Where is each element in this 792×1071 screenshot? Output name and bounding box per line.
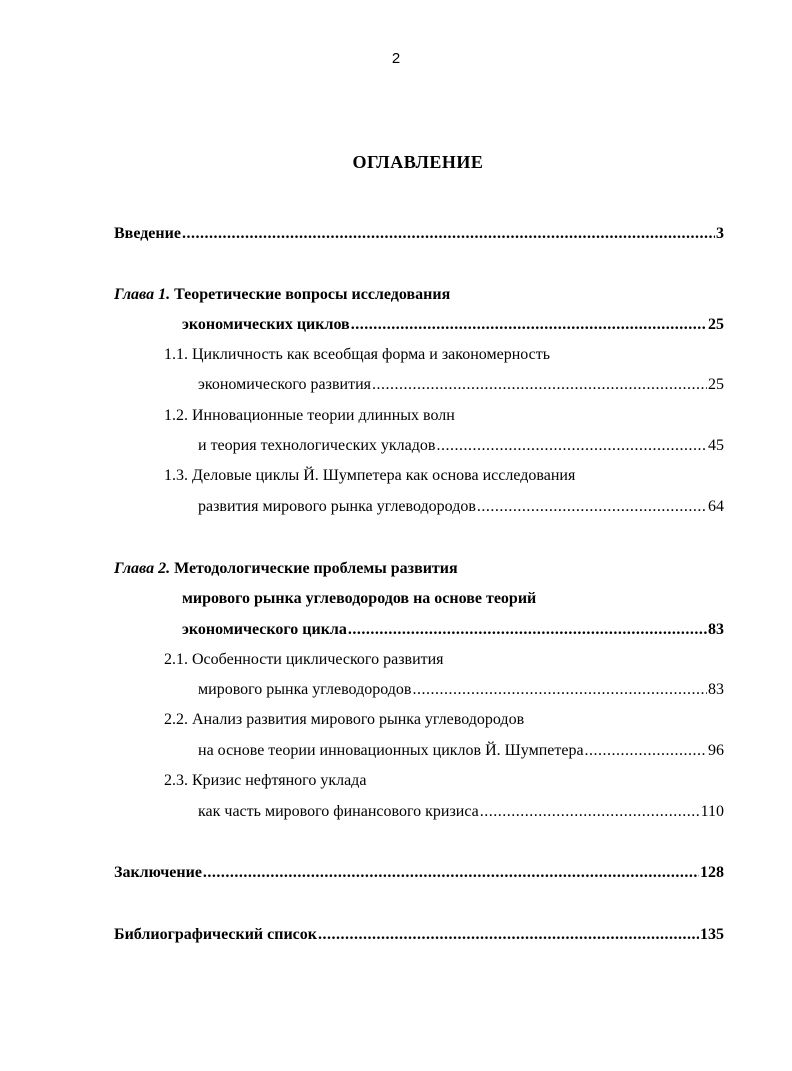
- section-2-3-line1[interactable]: 2.3. Кризис нефтяного уклада: [164, 772, 367, 789]
- toc-label: Введение: [114, 225, 181, 242]
- chapter-title: Методологические проблемы развития: [174, 560, 458, 577]
- chapter-prefix: Глава 1.: [114, 286, 171, 303]
- section-1-2-line1[interactable]: 1.2. Инновационные теории длинных волн: [164, 407, 455, 424]
- toc-page: 135: [700, 926, 724, 943]
- toc-label: экономического цикла: [182, 621, 347, 638]
- dot-leader: [412, 677, 707, 703]
- toc-label: Библиографический список: [114, 926, 317, 943]
- dot-leader: [348, 617, 707, 643]
- toc-entry-section-2-3[interactable]: [198, 799, 724, 825]
- toc-entry-section-2-2[interactable]: [198, 738, 724, 764]
- section-1-1-line1[interactable]: 1.1. Цикличность как всеобщая форма и закономерность: [164, 346, 551, 363]
- toc-page: 83: [708, 621, 724, 638]
- toc-entry-section-1-3[interactable]: [198, 494, 724, 520]
- chapter-title: Теоретические вопросы исследования: [174, 286, 451, 303]
- dot-leader: [477, 494, 707, 520]
- chapter1-heading[interactable]: [114, 282, 450, 308]
- page-number: 2: [391, 50, 401, 67]
- toc-entry-chapter1[interactable]: [182, 312, 724, 338]
- toc-page: 3: [716, 225, 724, 242]
- toc-label: развития мирового рынка углеводородов: [198, 498, 476, 515]
- dot-leader: [182, 221, 715, 247]
- toc-label: экономических циклов: [182, 316, 350, 333]
- toc-page: 128: [700, 864, 724, 881]
- chapter2-heading[interactable]: [114, 556, 458, 582]
- toc-page: 25: [708, 376, 724, 393]
- toc-entry-chapter2[interactable]: [182, 617, 724, 643]
- toc-entry-bibliography[interactable]: [114, 922, 724, 948]
- toc-entry-section-1-2[interactable]: [198, 433, 724, 459]
- toc-label: мирового рынка углеводородов: [198, 681, 412, 698]
- toc-entry-conclusion[interactable]: [114, 860, 724, 886]
- section-1-3-line1[interactable]: 1.3. Деловые циклы Й. Шумпетера как основа исследования: [164, 467, 576, 484]
- toc-label: и теория технологических укладов: [198, 437, 436, 454]
- dot-leader: [351, 312, 707, 338]
- page-title: ОГЛАВЛЕНИЕ: [352, 152, 484, 172]
- section-2-1-line1[interactable]: 2.1. Особенности циклического развития: [164, 651, 444, 668]
- toc-entry-intro[interactable]: [114, 221, 724, 247]
- toc-page: 96: [708, 742, 724, 759]
- toc-page: 64: [708, 498, 724, 515]
- toc-page: 83: [708, 681, 724, 698]
- chapter2-title-line2[interactable]: мирового рынка углеводородов на основе теорий: [182, 590, 537, 607]
- toc-label: как часть мирового финансового кризиса: [198, 803, 479, 820]
- dot-leader: [436, 433, 707, 459]
- toc-label: экономического развития: [198, 376, 371, 393]
- toc-entry-section-2-1[interactable]: [198, 677, 724, 703]
- dot-leader: [318, 922, 699, 948]
- dot-leader: [480, 799, 700, 825]
- toc-entry-section-1-1[interactable]: [198, 372, 724, 398]
- dot-leader: [203, 860, 699, 886]
- toc-page: 110: [700, 803, 724, 820]
- dot-leader: [585, 738, 707, 764]
- chapter-prefix: Глава 2.: [114, 560, 171, 577]
- toc-label: на основе теории инновационных циклов Й. Шумпетера: [198, 742, 584, 759]
- toc-label: Заключение: [114, 864, 202, 881]
- toc-page: 25: [708, 316, 724, 333]
- dot-leader: [372, 372, 707, 398]
- section-2-2-line1[interactable]: 2.2. Анализ развития мирового рынка углеводородов: [164, 711, 525, 728]
- toc-page: 45: [708, 437, 724, 454]
